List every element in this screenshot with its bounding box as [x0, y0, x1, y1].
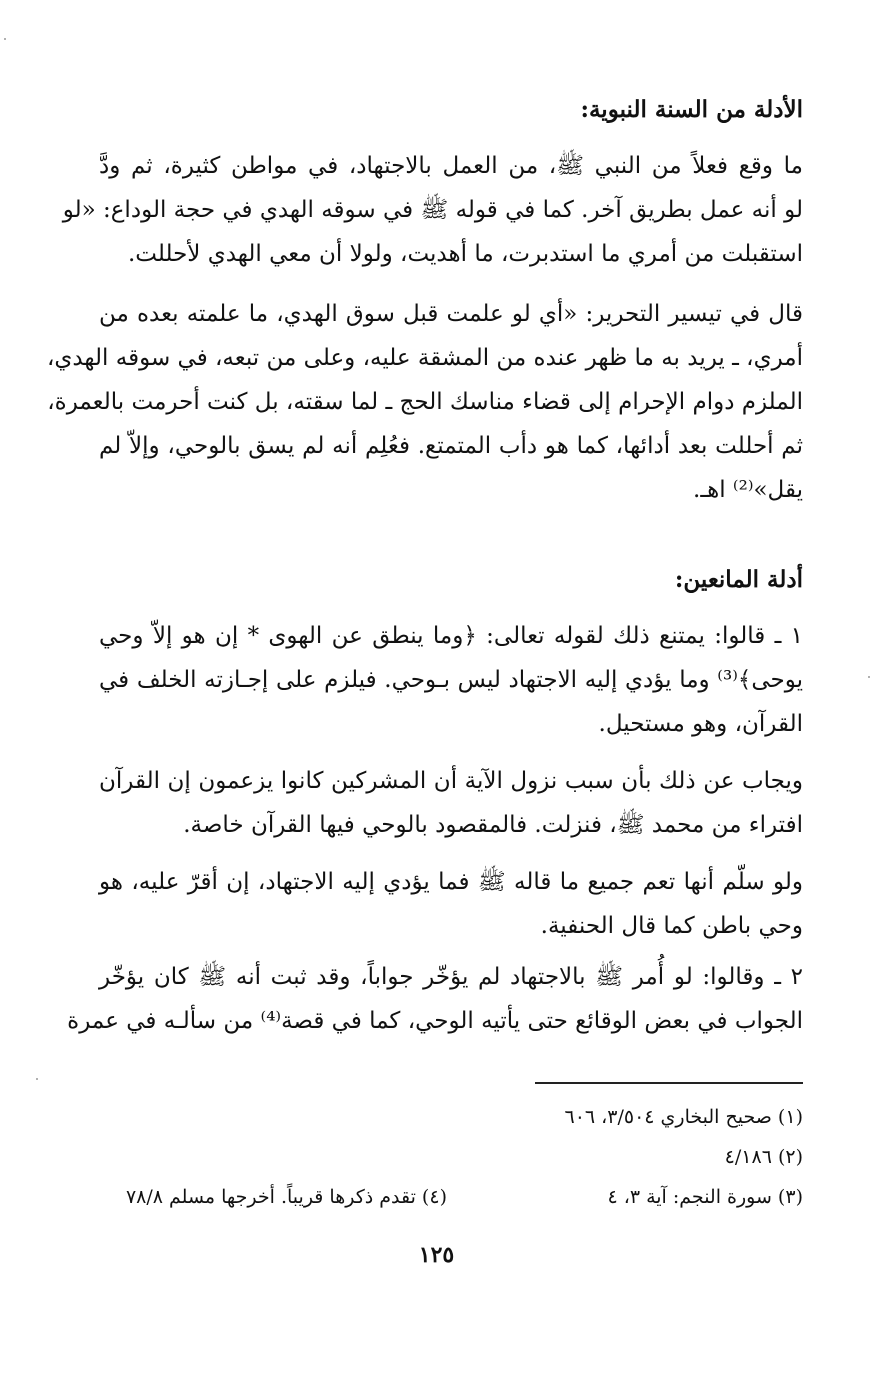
- text-line: أمري، ـ يريد به ما ظهر عنده من المشقة عليه، وعلى من تبعه، في سوقه الهدي،: [46, 345, 803, 371]
- text-line: ثم أحللت بعد أدائها، كما هو دأب المتمتع. فعُلِم أنه لم يسق بالوحي، وإلاّ لم: [99, 433, 803, 459]
- page-number: ١٢٥: [418, 1242, 455, 1268]
- scan-speck: [868, 676, 870, 678]
- text-line: ٢ ـ وقالوا: لو أُمر ﷺ بالاجتهاد لم يؤخّر جواباً، وقد ثبت أنه ﷺ كان يؤخّر: [99, 964, 803, 990]
- section-heading-sunnah-evidence: الأدلة من السنة النبوية:: [580, 96, 803, 123]
- footnote-3: (٣) سورة النجم: آية ٣، ٤: [607, 1186, 803, 1208]
- text-line: يقل»⁽²⁾ اهـ.: [693, 477, 803, 503]
- text-line: وحي باطن كما قال الحنفية.: [540, 913, 803, 939]
- text-line: الملزم دوام الإحرام إلى قضاء مناسك الحج ـ لما سقته، بل كنت أحرمت بالعمرة،: [47, 389, 803, 415]
- section-heading-opponents-evidence: أدلة المانعين:: [674, 566, 803, 593]
- text-line: ويجاب عن ذلك بأن سبب نزول الآية أن المشركين كانوا يزعمون إن القرآن: [99, 768, 803, 794]
- text-line: استقبلت من أمري ما استدبرت، ما أهديت، ولولا أن معي الهدي لأحللت.: [127, 241, 803, 267]
- footnote-4: (٤) تقدم ذكرها قريباً. أخرجها مسلم ٧٨/٨: [125, 1186, 447, 1208]
- scan-speck: [36, 1078, 38, 1080]
- text-line: ١ ـ قالوا: يمتنع ذلك لقوله تعالى: ﴿وما ينطق عن الهوى * إن هو إلاّ وحي: [99, 623, 803, 649]
- scan-speck: [4, 38, 6, 40]
- footnote-separator: [535, 1082, 803, 1084]
- text-line: ما وقع فعلاً من النبي ﷺ، من العمل بالاجتهاد، في مواطن كثيرة، ثم ودَّ: [99, 153, 803, 179]
- text-line: يوحى﴾⁽³⁾ وما يؤدي إليه الاجتهاد ليس بـوحي. فيلزم على إجـازته الخلف في: [99, 667, 803, 693]
- text-line: القرآن، وهو مستحيل.: [598, 711, 803, 737]
- text-line: قال في تيسير التحرير: «أي لو علمت قبل سوق الهدي، ما علمته بعده من: [99, 301, 803, 327]
- text-line: ولو سلّم أنها تعم جميع ما قاله ﷺ فما يؤدي إليه الاجتهاد، إن أقرّ عليه، هو: [99, 869, 803, 895]
- text-line: الجواب في بعض الوقائع حتى يأتيه الوحي، كما في قصة⁽⁴⁾ من سألـه في عمرة: [67, 1008, 803, 1034]
- footnote-2: (٢) ٤/١٨٦: [724, 1146, 803, 1168]
- text-line: افتراء من محمد ﷺ، فنزلت. فالمقصود بالوحي فيها القرآن خاصة.: [183, 812, 803, 838]
- text-line: لو أنه عمل بطريق آخر. كما في قوله ﷺ في سوقه الهدي في حجة الوداع: «لو: [62, 197, 803, 223]
- footnote-1: (١) صحيح البخاري ٣/٥٠٤، ٦٠٦: [564, 1106, 803, 1128]
